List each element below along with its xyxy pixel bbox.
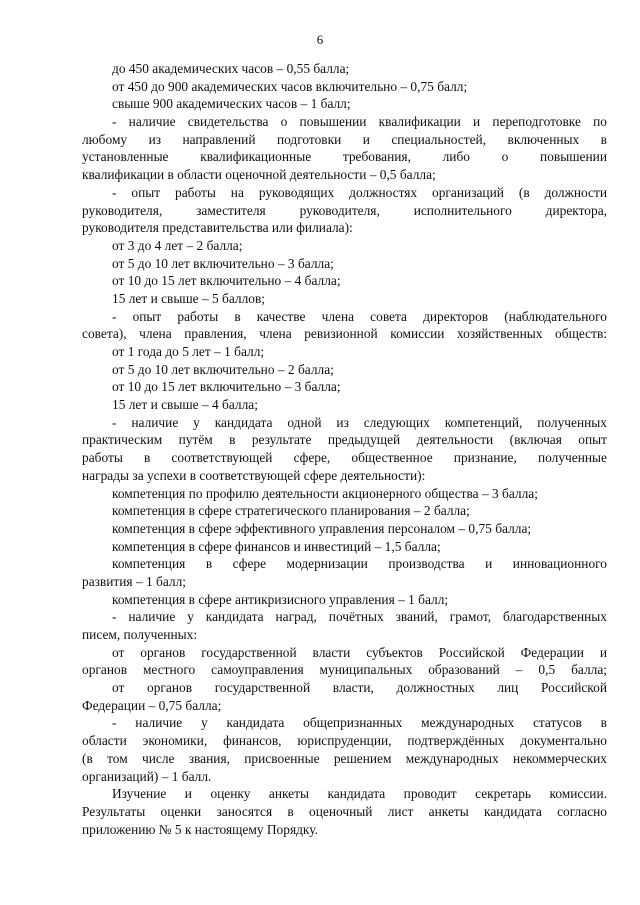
text-line: 15 лет и свыше – 5 баллов; bbox=[112, 290, 266, 306]
text-line: приложению № 5 к настоящему Порядку. bbox=[82, 821, 318, 837]
text-line: компетенция в сфере антикризисного управления – 1 балл; bbox=[112, 591, 449, 607]
text-line: органов местного самоуправления муниципальных образований – 0,5 балла; bbox=[82, 662, 607, 678]
text-line: работы в соответствующей сфере, общественное признание, полученные bbox=[82, 450, 607, 466]
text-line: - опыт работы в качестве члена совета директоров (наблюдательного bbox=[112, 308, 607, 324]
text-line: (в том числе звания, присвоенные решением международных некоммерческих bbox=[82, 750, 607, 766]
text-line: - наличие у кандидата общепризнанных международных статусов в bbox=[112, 715, 607, 731]
text-line: развития – 1 балл; bbox=[82, 573, 186, 589]
text-line: награды за успехи в соответствующей сфере деятельности): bbox=[82, 467, 426, 483]
text-line: компетенция по профилю деятельности акционерного общества – 3 балла; bbox=[112, 485, 538, 501]
text-line: любому из направлений подготовки и специальностей, включенных в bbox=[82, 131, 607, 147]
text-line: Федерации – 0,75 балла; bbox=[82, 697, 222, 713]
page-number: 6 bbox=[316, 32, 324, 47]
text-line: области экономики, финансов, юриспруденции, подтверждённых документально bbox=[82, 733, 607, 749]
text-line: организаций) – 1 балл. bbox=[82, 768, 212, 784]
text-line: компетенция в сфере модернизации производства и инновационного bbox=[112, 556, 607, 572]
text-line: компетенция в сфере эффективного управления персоналом – 0,75 балла; bbox=[112, 520, 532, 536]
text-line: квалификации в области оценочной деятельности – 0,5 балла; bbox=[82, 167, 436, 183]
text-line: - наличие у кандидата одной из следующих компетенций, полученных bbox=[112, 414, 607, 430]
text-line: - опыт работы на руководящих должностях организаций (в должности bbox=[112, 184, 607, 200]
text-line: от органов государственной власти, должностных лиц Российской bbox=[112, 680, 607, 696]
text-line: от 450 до 900 академических часов включительно – 0,75 балл; bbox=[112, 78, 468, 94]
text-line: от 10 до 15 лет включительно – 3 балла; bbox=[112, 379, 341, 395]
text-line: совета), члена правления, члена ревизионной комиссии хозяйственных обществ: bbox=[82, 326, 607, 342]
text-line: руководителя, заместителя руководителя, исполнительного директора, bbox=[82, 202, 607, 218]
text-line: до 450 академических часов – 0,55 балла; bbox=[112, 61, 350, 76]
text-line: - наличие у кандидата наград, почётных званий, грамот, благодарственных bbox=[112, 609, 607, 625]
text-line: свыше 900 академических часов – 1 балл; bbox=[112, 96, 351, 112]
text-line: от 5 до 10 лет включительно – 2 балла; bbox=[112, 361, 334, 377]
text-line: Результаты оценки заносятся в оценочный лист анкеты кандидата согласно bbox=[82, 803, 607, 819]
text-line: от органов государственной власти субъектов Российской Федерации и bbox=[112, 644, 607, 660]
text-line: - наличие свидетельства о повышении квалификации и переподготовке по bbox=[112, 114, 607, 130]
text-line: компетенция в сфере финансов и инвестиций – 1,5 балла; bbox=[112, 538, 441, 554]
text-line: компетенция в сфере стратегического планирования – 2 балла; bbox=[112, 503, 470, 519]
text-line: руководителя представительства или филиала): bbox=[82, 220, 353, 236]
text-line: Изучение и оценку анкеты кандидата проводит секретарь комиссии. bbox=[112, 786, 607, 802]
text-line: от 1 года до 5 лет – 1 балл; bbox=[112, 344, 265, 359]
text-line: от 10 до 15 лет включительно – 4 балла; bbox=[112, 273, 341, 289]
text-line: писем, полученных: bbox=[82, 627, 198, 642]
text-line: 15 лет и свыше – 4 балла; bbox=[112, 397, 258, 413]
text-line: от 3 до 4 лет – 2 балла; bbox=[112, 237, 243, 253]
document-body bbox=[82, 60, 607, 838]
text-line: от 5 до 10 лет включительно – 3 балла; bbox=[112, 255, 334, 271]
text-line: установленные квалификационные требования, либо о повышении bbox=[82, 149, 607, 165]
text-line: практическим путём в результате предыдущей деятельности (включая опыт bbox=[82, 432, 607, 448]
